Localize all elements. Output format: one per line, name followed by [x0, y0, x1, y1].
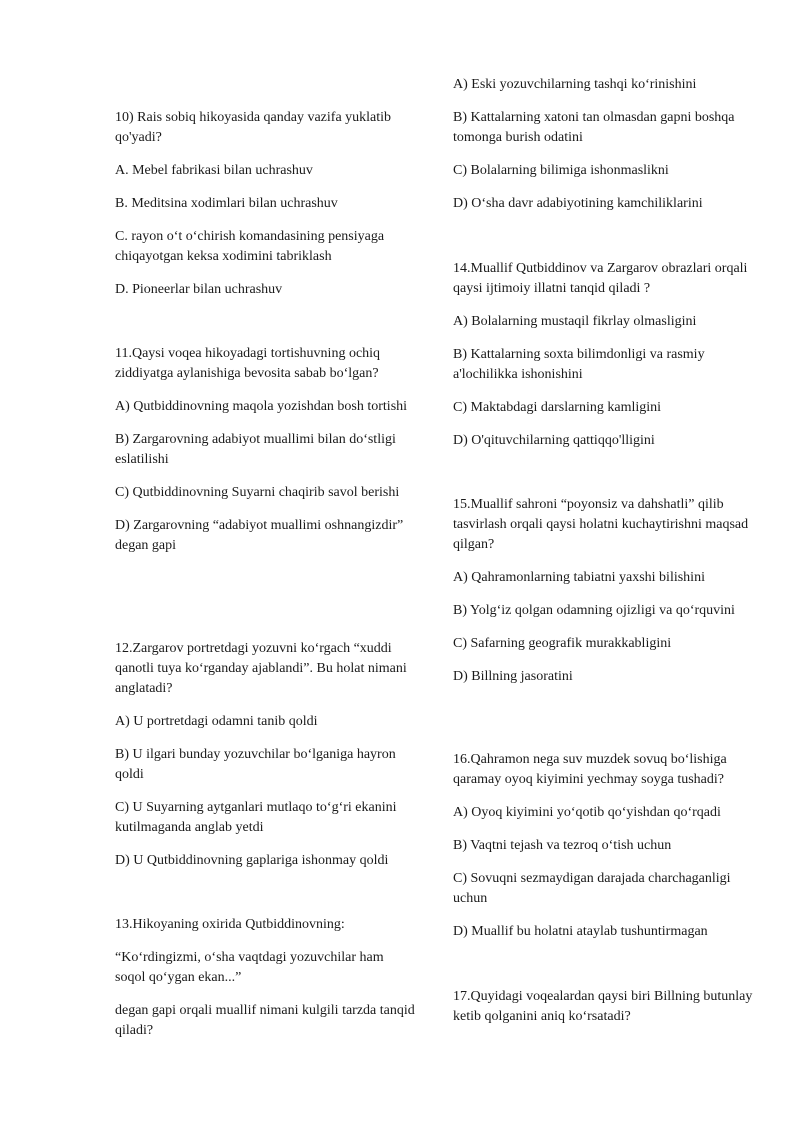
answer-option: D) O'qituvchilarning qattiqqo'lligini: [453, 433, 655, 448]
answer-option: C. rayon o‘t o‘chirish komandasining pensiyaga chiqayotgan keksa xodimini tabriklash: [115, 229, 385, 264]
question-text-continued: degan gapi orqali muallif nimani kulgili tarzda tanqid qiladi?: [115, 1003, 415, 1038]
question-text: 12.Zargarov portretdagi yozuvni ko‘rgach “xuddi qanotli tuya ko‘rganday ajablandi”. Bu holat nimani anglatadi?: [115, 641, 407, 696]
answer-option: A) Oyoq kiyimini yo‘qotib qo‘yishdan qo‘rqadi: [453, 805, 721, 820]
answer-option: C) Maktabdagi darslarning kamligini: [453, 400, 662, 415]
question-12: [115, 639, 415, 884]
question-text: 16.Qahramon nega suv muzdek sovuq bo‘lishiga qaramay oyoq kiyimini yechmay soyga tushadi?: [453, 752, 727, 787]
answer-option: B) Yolg‘iz qolgan odamning ojizligi va qo‘rquvini: [453, 603, 735, 618]
question-text: 13.Hikoyaning oxirida Qutbiddinovning:: [115, 917, 345, 932]
answer-option: B) Kattalarning xatoni tan olmasdan gapni boshqa tomonga burish odatini: [453, 110, 735, 145]
answer-option: B. Meditsina xodimlari bilan uchrashuv: [115, 196, 338, 211]
question-16: [453, 750, 753, 955]
question-text: 15.Muallif sahroni “poyonsiz va dahshatli” qilib tasvirlash orqali qaysi holatni kuchaytirishni maqsad qilgan?: [453, 497, 749, 552]
question-15: [453, 495, 753, 700]
answer-option: D) O‘sha davr adabiyotining kamchiliklarini: [453, 196, 703, 211]
question-14: [453, 259, 753, 464]
question-13-options: [453, 75, 753, 227]
question-quote: “Ko‘rdingizmi, o‘sha vaqtdagi yozuvchilar ham soqol qo‘ygan ekan...”: [115, 950, 384, 985]
answer-option: D) Billning jasoratini: [453, 669, 573, 684]
answer-option: A) Eski yozuvchilarning tashqi ko‘rinishini: [453, 77, 697, 92]
answer-option: C) Qutbiddinovning Suyarni chaqirib savol berishi: [115, 485, 400, 500]
question-10: [115, 108, 415, 313]
question-17: [453, 987, 753, 1040]
answer-option: A. Mebel fabrikasi bilan uchrashuv: [115, 163, 313, 178]
answer-option: C) Bolalarning bilimiga ishonmaslikni: [453, 163, 669, 178]
answer-option: D) U Qutbiddinovning gaplariga ishonmay qoldi: [115, 853, 389, 868]
answer-option: A) Qutbiddinovning maqola yozishdan bosh tortishi: [115, 399, 408, 414]
answer-option: A) Bolalarning mustaqil fikrlay olmasligini: [453, 314, 697, 329]
answer-option: B) Zargarovning adabiyot muallimi bilan do‘stligi eslatilishi: [115, 432, 396, 467]
answer-option: C) Safarning geografik murakkabligini: [453, 636, 672, 651]
answer-option: C) U Suyarning aytganlari mutlaqo to‘g‘ri ekanini kutilmaganda anglab yetdi: [115, 800, 397, 835]
answer-option: B) Vaqtni tejash va tezroq o‘tish uchun: [453, 838, 672, 853]
answer-option: B) Kattalarning soxta bilimdonligi va rasmiy a'lochilikka ishonishini: [453, 347, 705, 382]
answer-option: D) Muallif bu holatni ataylab tushuntirmagan: [453, 924, 708, 939]
question-text: 10) Rais sobiq hikoyasida qanday vazifa yuklatib qo'yadi?: [115, 110, 392, 145]
question-text: 11.Qaysi voqea hikoyadagi tortishuvning ochiq ziddiyatga aylanishiga bevosita sabab bo‘lgan?: [115, 346, 381, 381]
answer-option: D. Pioneerlar bilan uchrashuv: [115, 282, 283, 297]
answer-option: D) Zargarovning “adabiyot muallimi oshnangizdir” degan gapi: [115, 518, 404, 553]
answer-option: C) Sovuqni sezmaydigan darajada charchaganligi uchun: [453, 871, 731, 906]
answer-option: A) U portretdagi odamni tanib qoldi: [115, 714, 318, 729]
answer-option: A) Qahramonlarning tabiatni yaxshi bilishini: [453, 570, 705, 585]
answer-option: B) U ilgari bunday yozuvchilar bo‘lganiga hayron qoldi: [115, 747, 396, 782]
question-text: 14.Muallif Qutbiddinov va Zargarov obrazlari orqali qaysi ijtimoiy illatni tanqid qiladi ?: [453, 261, 748, 296]
question-11: [115, 344, 415, 569]
question-13: [115, 915, 415, 1054]
question-text: 17.Quyidagi voqealardan qaysi biri Billning butunlay ketib qolganini aniq ko‘rsatadi?: [453, 989, 753, 1024]
